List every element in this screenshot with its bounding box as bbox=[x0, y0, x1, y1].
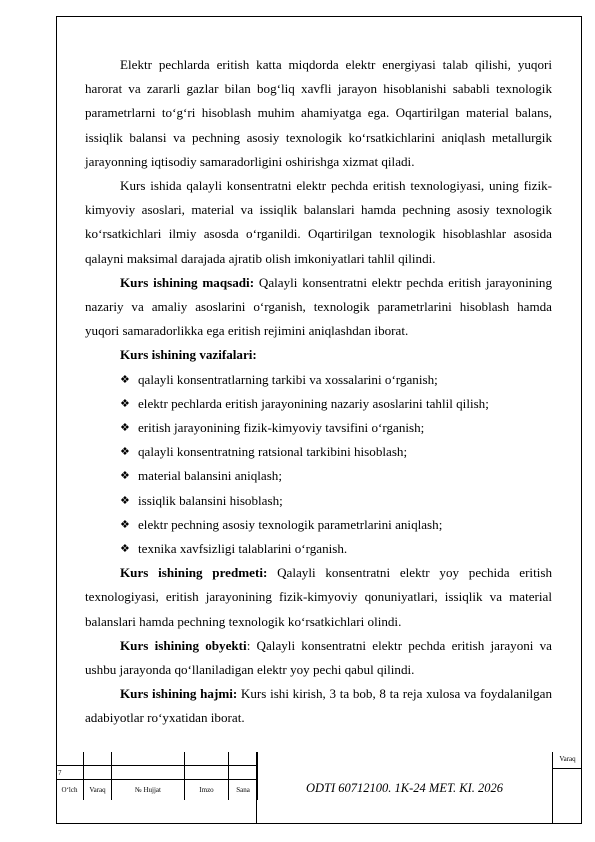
list-item-text: texnika xavfsizligi talablarini o‘rganish. bbox=[138, 541, 348, 557]
paragraph-goal bbox=[85, 271, 552, 344]
sheet-divider bbox=[553, 768, 582, 769]
list-item bbox=[85, 537, 552, 561]
list-item-text: elektr pechlarda eritish jarayonining nazariy asoslarini tahlil qilish; bbox=[138, 395, 489, 411]
subject-text: Qalayli konsentratni elektr yoy pechida eritish texnologiyasi, eritish jarayonining fizik-kimyoviy qonuniyatlari, issiqlik va material balanslari hamda pechning texnologik ko‘rsatkichlari olindi. bbox=[85, 565, 552, 629]
col-label-imzo: Imzo bbox=[185, 780, 229, 801]
sheet-cell bbox=[553, 752, 582, 824]
list-item bbox=[85, 416, 552, 440]
list-item bbox=[85, 392, 552, 416]
diamond-bullet-icon: ❖ bbox=[120, 543, 130, 556]
paragraph-intro: Elektr pechlarda eritish katta miqdorda elektr energiyasi talab qilishi, yuqori harorat va zararli gazlar bilan bog‘liq xavfli jarayon hisoblanishi sababli texnologik parametrlarni to‘g‘ri hisoblash muhim ahamiyatga ega. Oqartirilgan material balans, issiqlik balansi va pechning asosiy texnologik ko‘rsatkichlarini aniqlash metallurgik jarayonning iqtisodiy samaradorligini oshirishga xizmat qiladi. bbox=[85, 57, 552, 169]
scope-text: Kurs ishi kirish, 3 ta bob, 8 ta reja xulosa va foydalanilgan adabiyotlar ro‘yxatidan iborat. bbox=[85, 686, 552, 726]
sheet-label: Varaq bbox=[559, 755, 576, 763]
diamond-bullet-icon: ❖ bbox=[120, 397, 130, 410]
diamond-bullet-icon: ❖ bbox=[120, 373, 130, 386]
stamp-grid bbox=[56, 752, 258, 800]
list-item-text: eritish jarayonining fizik-kimyoviy tavsifini o‘rganish; bbox=[138, 420, 425, 436]
list-item-text: issiqlik balansini hisoblash; bbox=[138, 492, 283, 508]
tasks-heading bbox=[85, 343, 552, 367]
paragraph-object bbox=[85, 634, 552, 682]
list-item-text: qalayli konsentratning ratsional tarkibini hisoblash; bbox=[138, 444, 408, 460]
tasks-list bbox=[85, 368, 552, 562]
scope-label: Kurs ishining hajmi: bbox=[120, 686, 238, 702]
list-item bbox=[85, 489, 552, 513]
page-number: 7 bbox=[56, 766, 84, 780]
list-item-text: qalayli konsentratlarning tarkibi va xossalarini o‘rganish; bbox=[138, 371, 438, 387]
list-item-text: elektr pechning asosiy texnologik parametrlarini aniqlash; bbox=[138, 516, 443, 532]
col-label-varaq: Varaq bbox=[84, 780, 112, 801]
diamond-bullet-icon: ❖ bbox=[120, 446, 130, 459]
diamond-bullet-icon: ❖ bbox=[120, 422, 130, 435]
paragraph-overview: Kurs ishida qalayli konsentratni elektr pechda eritish texnologiyasi, uning fizik-kimyoviy asoslari, material va issiqlik balanslari hamda pechning asosiy texnologik ko‘rsatkichlari ilmiy asosda o‘rganildi. Oqartirilgan texnologik hisoblashlar asosida qalayni maksimal darajada ajratib olish imkoniyatlari tahlil qilindi. bbox=[85, 178, 552, 266]
list-item-text: material balansini aniqlash; bbox=[138, 468, 282, 484]
goal-label: Kurs ishining maqsadi: bbox=[120, 274, 255, 290]
object-label: Kurs ishining obyekti bbox=[120, 637, 247, 653]
subject-label: Kurs ishining predmeti: bbox=[120, 565, 268, 581]
document-body bbox=[85, 53, 552, 731]
goal-text: Qalayli konsentratni elektr pechda eritish jarayonining nazariy va amaliy asoslarini o‘rganish, texnologik parametrlarini hisoblash hamda yuqori samaradorlikka ega eritish rejimini aniqlashdan iborat. bbox=[85, 274, 552, 339]
list-item bbox=[85, 513, 552, 537]
list-item bbox=[85, 464, 552, 488]
diamond-bullet-icon: ❖ bbox=[120, 494, 130, 507]
list-item bbox=[85, 440, 552, 464]
diamond-bullet-icon: ❖ bbox=[120, 518, 130, 531]
object-text: : Qalayli konsentratni elektr pechda eritish jarayoni va ushbu jarayonda qo‘llaniladigan elektr yoy pechi qabul qilindi. bbox=[85, 637, 552, 678]
col-label-sana: Sana bbox=[229, 780, 258, 801]
col-label-olch: O‘lch bbox=[56, 780, 84, 801]
paragraph-scope bbox=[85, 682, 552, 730]
diamond-bullet-icon: ❖ bbox=[120, 470, 130, 483]
col-label-hujjat: № Hujjat bbox=[112, 780, 185, 801]
list-item bbox=[85, 368, 552, 392]
paragraph-subject bbox=[85, 561, 552, 634]
tasks-heading-text: Kurs ishining vazifalari: bbox=[120, 347, 257, 363]
document-code: ODTI 60712100. 1K-24 MET. KI. 2026 bbox=[256, 752, 553, 824]
title-block bbox=[56, 752, 582, 824]
